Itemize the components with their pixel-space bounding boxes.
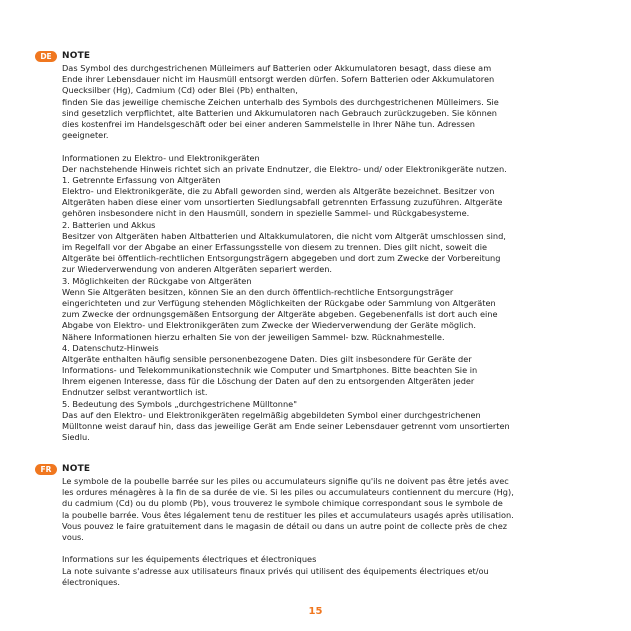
text-line: Wenn Sie Altgeräten besitzen, können Sie an den durch öffentlich-rechtliche Entsorgungsträger — [62, 286, 454, 297]
text-line: im Regelfall vor der Abgabe an einer Erfassungsstelle von diesem zu trennen. Dies gilt nicht, soweit die — [62, 242, 488, 252]
page-number: 15 — [308, 606, 323, 617]
text-line: les ordures ménagères à la fin de sa durée de vie. Si les piles ou accumulateurs contiennent du mercure (Hg), — [62, 487, 514, 498]
text-line: vous. — [62, 531, 84, 542]
text-line: finden Sie das jeweilige chemische Zeichen unterhalb des Symbols des durchgestrichenen Mülleimers. Sie — [62, 96, 499, 107]
section-body-de — [62, 63, 601, 443]
text-line: eingerichteten und zur Verfügung stehenden Möglichkeiten der Rückgabe oder Sammlung von Altgeräten — [62, 297, 496, 308]
language-badge-fr: FR — [35, 464, 57, 475]
text-line: La note suivante s'adresse aux utilisateurs finaux privés qui utilisent des équipements électriques et/ou — [62, 565, 489, 576]
text-line: Elektro- und Elektronikgeräte, die zu Abfall geworden sind, werden als Altgeräte bezeichnet. Besitzer von — [62, 186, 495, 197]
text-line: zum Zwecke der ordnungsgemäßen Entsorgung der Altgeräte abgeben. Gegebenenfalls ist dort auch eine — [62, 309, 498, 320]
text-line: Mülltonne weist darauf hin, dass das jeweilige Gerät am Ende seiner Lebensdauer getrennt vom unsortierten — [62, 421, 510, 431]
text-line: Informations- und Telekommunikationstechnik wie Computer und Smartphones. Bitte beachten Sie in — [62, 365, 478, 376]
text-line: Der nachstehende Hinweis richtet sich an private Endnutzer, die Elektro- und/ oder Elektronikgeräte nutzen. — [62, 163, 507, 174]
text-line: Nähere Informationen hierzu erhalten Sie von der jeweiligen Sammel- bzw. Rücknahmestelle. — [62, 331, 445, 342]
text-line: Informations sur les équipements électriques et électroniques — [62, 554, 317, 565]
text-line: du cadmium (Cd) ou du plomb (Pb), vous trouverez le symbole chimique correspondant sous le symbole de — [62, 498, 503, 509]
text-line: gehören insbesondere nicht in den Hausmüll, sondern in spezielle Sammel- und Rückgabesysteme. — [62, 208, 470, 219]
text-line: Abgabe von Elektro- und Elektronikgeräten zum Zwecke der Wiederverwendung der Geräte möglich. — [62, 320, 476, 331]
text-line: Le symbole de la poubelle barrée sur les piles ou accumulateurs signifie qu'ils ne doivent pas être jetés avec — [62, 476, 509, 486]
text-line: sind gesetzlich verpflichtet, alte Batterien und Akkumulatoren nach Gebrauch zurückzugeben. Sie können — [62, 107, 497, 118]
text-line: zur Wiederverwendung von anderen Altgeräten separiert werden. — [62, 264, 333, 275]
text-line: Informationen zu Elektro- und Elektronikgeräten — [62, 152, 260, 163]
text-line: 3. Möglichkeiten der Rückgabe von Altgeräten — [62, 275, 252, 286]
text-line: Das auf den Elektro- und Elektronikgeräten regelmäßig abgebildeten Symbol einer durchgestrichenen — [62, 409, 481, 420]
note-title: NOTE — [62, 464, 91, 474]
text-line: 2. Batterien und Akkus — [62, 219, 156, 230]
text-line: 4. Datenschutz-Hinweis — [62, 342, 159, 353]
blank-line — [62, 141, 601, 152]
text-line: Quecksilber (Hg), Cadmium (Cd) oder Blei (Pb) enthalten, — [62, 85, 298, 96]
section-de — [35, 50, 601, 443]
text-line: la poubelle barrée. Vous êtes légalement tenu de restituer les piles et accumulateurs usagés après utilisation. — [62, 509, 514, 520]
text-line: 5. Bedeutung des Symbols „durchgestrichene Mülltonne" — [62, 398, 297, 409]
text-line: Altgeräte bei öffentlich-rechtlichen Entsorgungsträgern abgegeben und dort zum Zwecke der Vorbereitung — [62, 253, 501, 264]
text-line: Ihrem eigenen Interesse, dass für die Löschung der Daten auf den zu entsorgenden Altgeräten jeder — [62, 376, 475, 387]
text-line: Das Symbol des durchgestrichenen Mülleimers auf Batterien oder Akkumulatoren besagt, dass diese am — [62, 63, 492, 73]
text-line: geeigneter. — [62, 130, 109, 141]
text-line: Altgeräte enthalten häufig sensible personenbezogene Daten. Dies gilt insbesondere für Geräte der — [62, 353, 472, 364]
text-line: 1. Getrennte Erfassung von Altgeräten — [62, 174, 221, 185]
text-line: Ende ihrer Lebensdauer nicht im Hausmüll entsorgt werden dürfen. Sofern Batterien oder Akkumulatoren — [62, 74, 495, 85]
text-line: Vous pouvez le faire gratuitement dans le magasin de détail ou dans un autre point de collecte près de chez — [62, 520, 508, 531]
section-body-fr — [62, 476, 601, 588]
text-line: Altgeräten haben diese einer vom unsortierten Siedlungsabfall getrennten Erfassung zuzuführen. Altgeräte — [62, 197, 503, 208]
section-header — [35, 463, 601, 476]
text-line: électroniques. — [62, 576, 121, 587]
text-line: dies kostenfrei im Handelsgeschäft oder bei einer anderen Sammelstelle in Ihrer Nähe tun. Adressen — [62, 118, 475, 129]
section-fr — [35, 463, 601, 588]
note-title: NOTE — [62, 51, 91, 61]
language-badge-de: DE — [35, 51, 57, 62]
text-line: Siedlu. — [62, 432, 90, 443]
section-header — [35, 50, 601, 63]
text-line: Endnutzer selbst verantwortlich ist. — [62, 387, 208, 398]
blank-line — [62, 543, 601, 554]
text-line: Besitzer von Altgeräten haben Altbatterien und Altakkumulatoren, die nicht vom Altgerät umschlossen sind, — [62, 230, 506, 241]
